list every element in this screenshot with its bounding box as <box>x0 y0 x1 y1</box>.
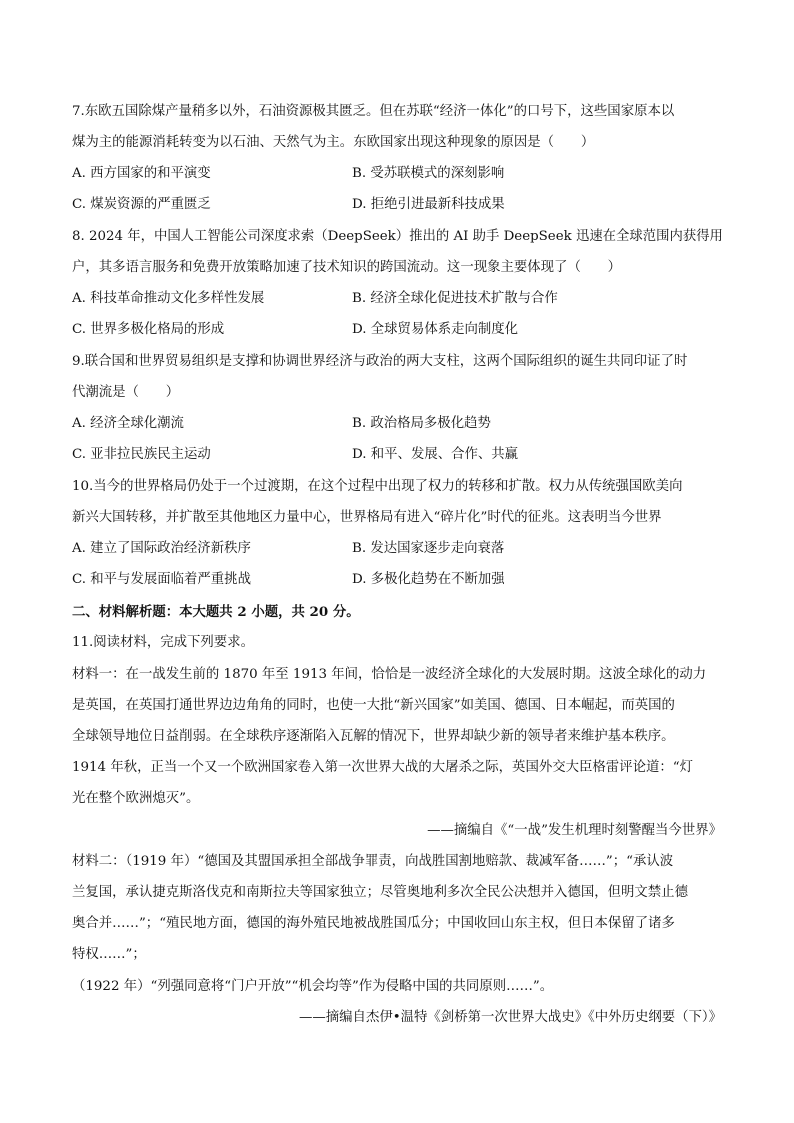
material-2-line-1: 材料二：（1919 年）“德国及其盟国承担全部战争罪责，向战胜国割地赔款、裁减军备……”；“承认波 <box>72 854 674 869</box>
material-1-line-4: 1914 年秋，正当一个又一个欧洲国家卷入第一次世界大战的大屠杀之际，英国外交大臣格雷评论道：“灯 <box>72 760 693 775</box>
section-heading: 二、材料解析题：本大题共 2 小题，共 20 分。 <box>72 604 360 620</box>
q8-option-a: A. 科技革命推动文化多样性发展 <box>72 291 265 306</box>
q7-stem-line-1: 7.东欧五国除煤产量稍多以外，石油资源极其匮乏。但在苏联“经济一体化”的口号下，这些国家原本以 <box>72 104 675 119</box>
q7-stem-line-2: 煤为主的能源消耗转变为以石油、天然气为主。东欧国家出现这种现象的原因是（ ） <box>72 135 595 150</box>
material-2-source: ——摘编自杰伊•温特《剑桥第一次世界大战史》《中外历史纲要（下）》 <box>299 1010 722 1025</box>
material-2-line-5: （1922 年）“列强同意将“门户开放”“机会均等”作为侵略中国的共同原则……”。 <box>72 979 554 994</box>
material-1-source: ——摘编自《“一战”发生机理时刻警醒当今世界》 <box>427 823 722 838</box>
q10-option-a: A. 建立了国际政治经济新秩序 <box>72 541 251 556</box>
q9-option-d: D. 和平、发展、合作、共赢 <box>352 447 519 462</box>
material-1-line-2: 是英国，在英国打通世界边边角角的同时，也使一大批“新兴国家”如美国、德国、日本崛起，而英国的 <box>72 698 675 713</box>
q9-option-c: C. 亚非拉民族民主运动 <box>72 447 211 462</box>
q10-option-d: D. 多极化趋势在不断加强 <box>352 572 505 587</box>
q11-stem: 11.阅读材料，完成下列要求。 <box>72 635 254 650</box>
q7-option-b: B. 受苏联模式的深刻影响 <box>352 166 505 181</box>
q8-stem-line-2: 户，其多语言服务和免费开放策略加速了技术知识的跨国流动。这一现象主要体现了（ ） <box>72 260 622 275</box>
material-2-line-2: 兰复国，承认捷克斯洛伐克和南斯拉夫等国家独立；尽管奥地利多次全民公决想并入德国，但明文禁止德 <box>72 885 688 900</box>
q10-option-b: B. 发达国家逐步走向衰落 <box>352 541 505 556</box>
q8-stem-line-1: 8. 2024 年，中国人工智能公司深度求索（DeepSeek）推出的 AI 助手 DeepSeek 迅速在全球范围内获得用 <box>72 229 723 244</box>
material-1-line-3: 全球领导地位日益削弱。在全球秩序逐渐陷入瓦解的情况下，世界却缺少新的领导者来维护基本秩序。 <box>72 729 675 744</box>
q7-option-c: C. 煤炭资源的严重匮乏 <box>72 197 211 212</box>
q10-stem-line-2: 新兴大国转移，并扩散至其他地区力量中心，世界格局有进入“碎片化”时代的征兆。这表明当今世界 <box>72 510 662 525</box>
material-1-line-1: 材料一：在一战发生前的 1870 年至 1913 年间，恰恰是一波经济全球化的大发展时期。这波全球化的动力 <box>72 667 707 682</box>
q9-option-a: A. 经济全球化潮流 <box>72 416 184 431</box>
q8-option-b: B. 经济全球化促进技术扩散与合作 <box>352 291 558 306</box>
material-2-line-3: 奥合并……”；“殖民地方面，德国的海外殖民地被战胜国瓜分；中国收回山东主权，但日本保留了诸多 <box>72 916 675 931</box>
q7-option-a: A. 西方国家的和平演变 <box>72 166 211 181</box>
q8-option-d: D. 全球贸易体系走向制度化 <box>352 322 519 337</box>
q7-option-d: D. 拒绝引进最新科技成果 <box>352 197 505 212</box>
q10-option-c: C. 和平与发展面临着严重挑战 <box>72 572 251 587</box>
material-2-line-4: 特权……”； <box>72 947 146 962</box>
material-1-line-5: 光在整个欧洲熄灭”。 <box>72 791 200 806</box>
q8-option-c: C. 世界多极化格局的形成 <box>72 322 225 337</box>
q10-stem-line-1: 10.当今的世界格局仍处于一个过渡期，在这个过程中出现了权力的转移和扩散。权力从传统强国欧美向 <box>72 479 683 494</box>
q9-option-b: B. 政治格局多极化趋势 <box>352 416 491 431</box>
q9-stem-line-1: 9.联合国和世界贸易组织是支撑和协调世界经济与政治的两大支柱，这两个国际组织的诞生共同印证了时 <box>72 354 688 369</box>
q9-stem-line-2: 代潮流是（ ） <box>72 385 180 400</box>
